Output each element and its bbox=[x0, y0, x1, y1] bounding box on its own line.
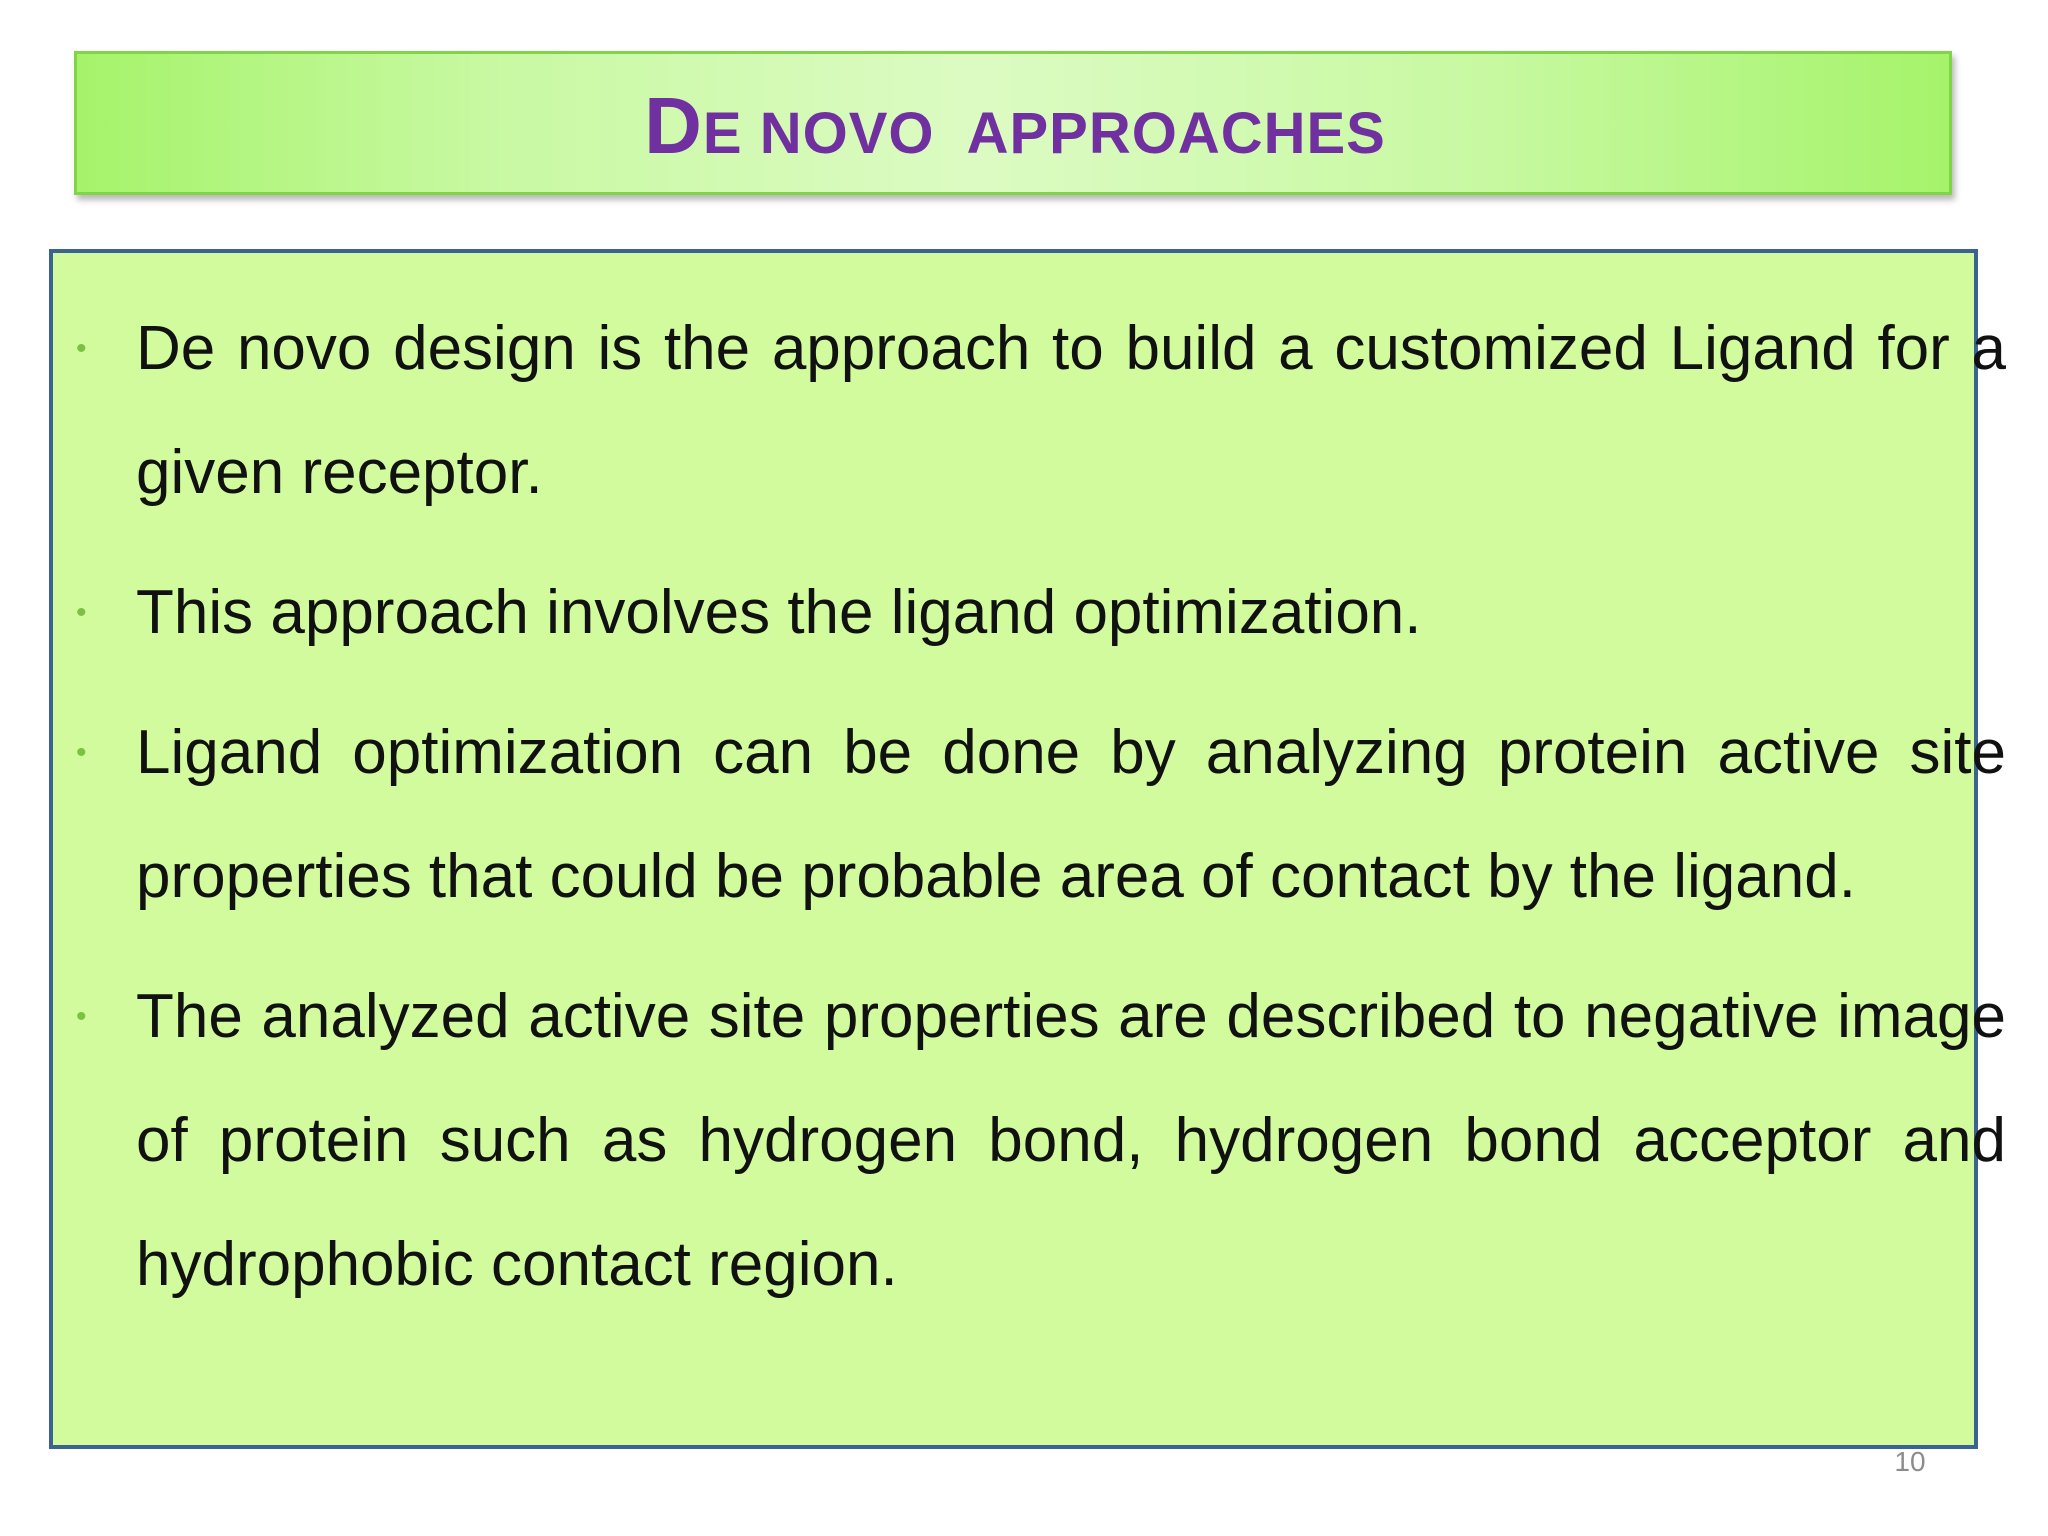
bullet-text: This approach involves the ligand optimization. bbox=[136, 578, 1422, 647]
bullet-icon: • bbox=[76, 596, 87, 629]
bullet-list bbox=[76, 287, 2006, 1343]
bullet-item bbox=[76, 691, 2006, 939]
bullet-item bbox=[76, 551, 2006, 675]
slide-title-rest: E NOVO APPROACHES bbox=[702, 101, 1386, 166]
bullet-text: The analyzed active site properties are described to negative image of protein such as hydrogen bond, hydrogen bond acceptor and hydrophobic contact region. bbox=[136, 982, 2006, 1299]
slide-title bbox=[644, 81, 1386, 170]
bullet-item bbox=[76, 955, 2006, 1327]
title-banner bbox=[74, 51, 1952, 195]
bullet-icon: • bbox=[76, 736, 87, 769]
bullet-text: De novo design is the approach to build a customized Ligand for a given receptor. bbox=[136, 314, 2006, 507]
slide-title-initial: D bbox=[644, 81, 703, 170]
bullet-text: Ligand optimization can be done by analyzing protein active site properties that could be probable area of contact by the ligand. bbox=[136, 718, 2006, 911]
bullet-icon: • bbox=[76, 1000, 87, 1033]
bullet-item bbox=[76, 287, 2006, 535]
content-box bbox=[49, 249, 2006, 1449]
bullet-icon: • bbox=[76, 332, 87, 365]
page-number: 10 bbox=[1894, 1446, 1926, 1477]
